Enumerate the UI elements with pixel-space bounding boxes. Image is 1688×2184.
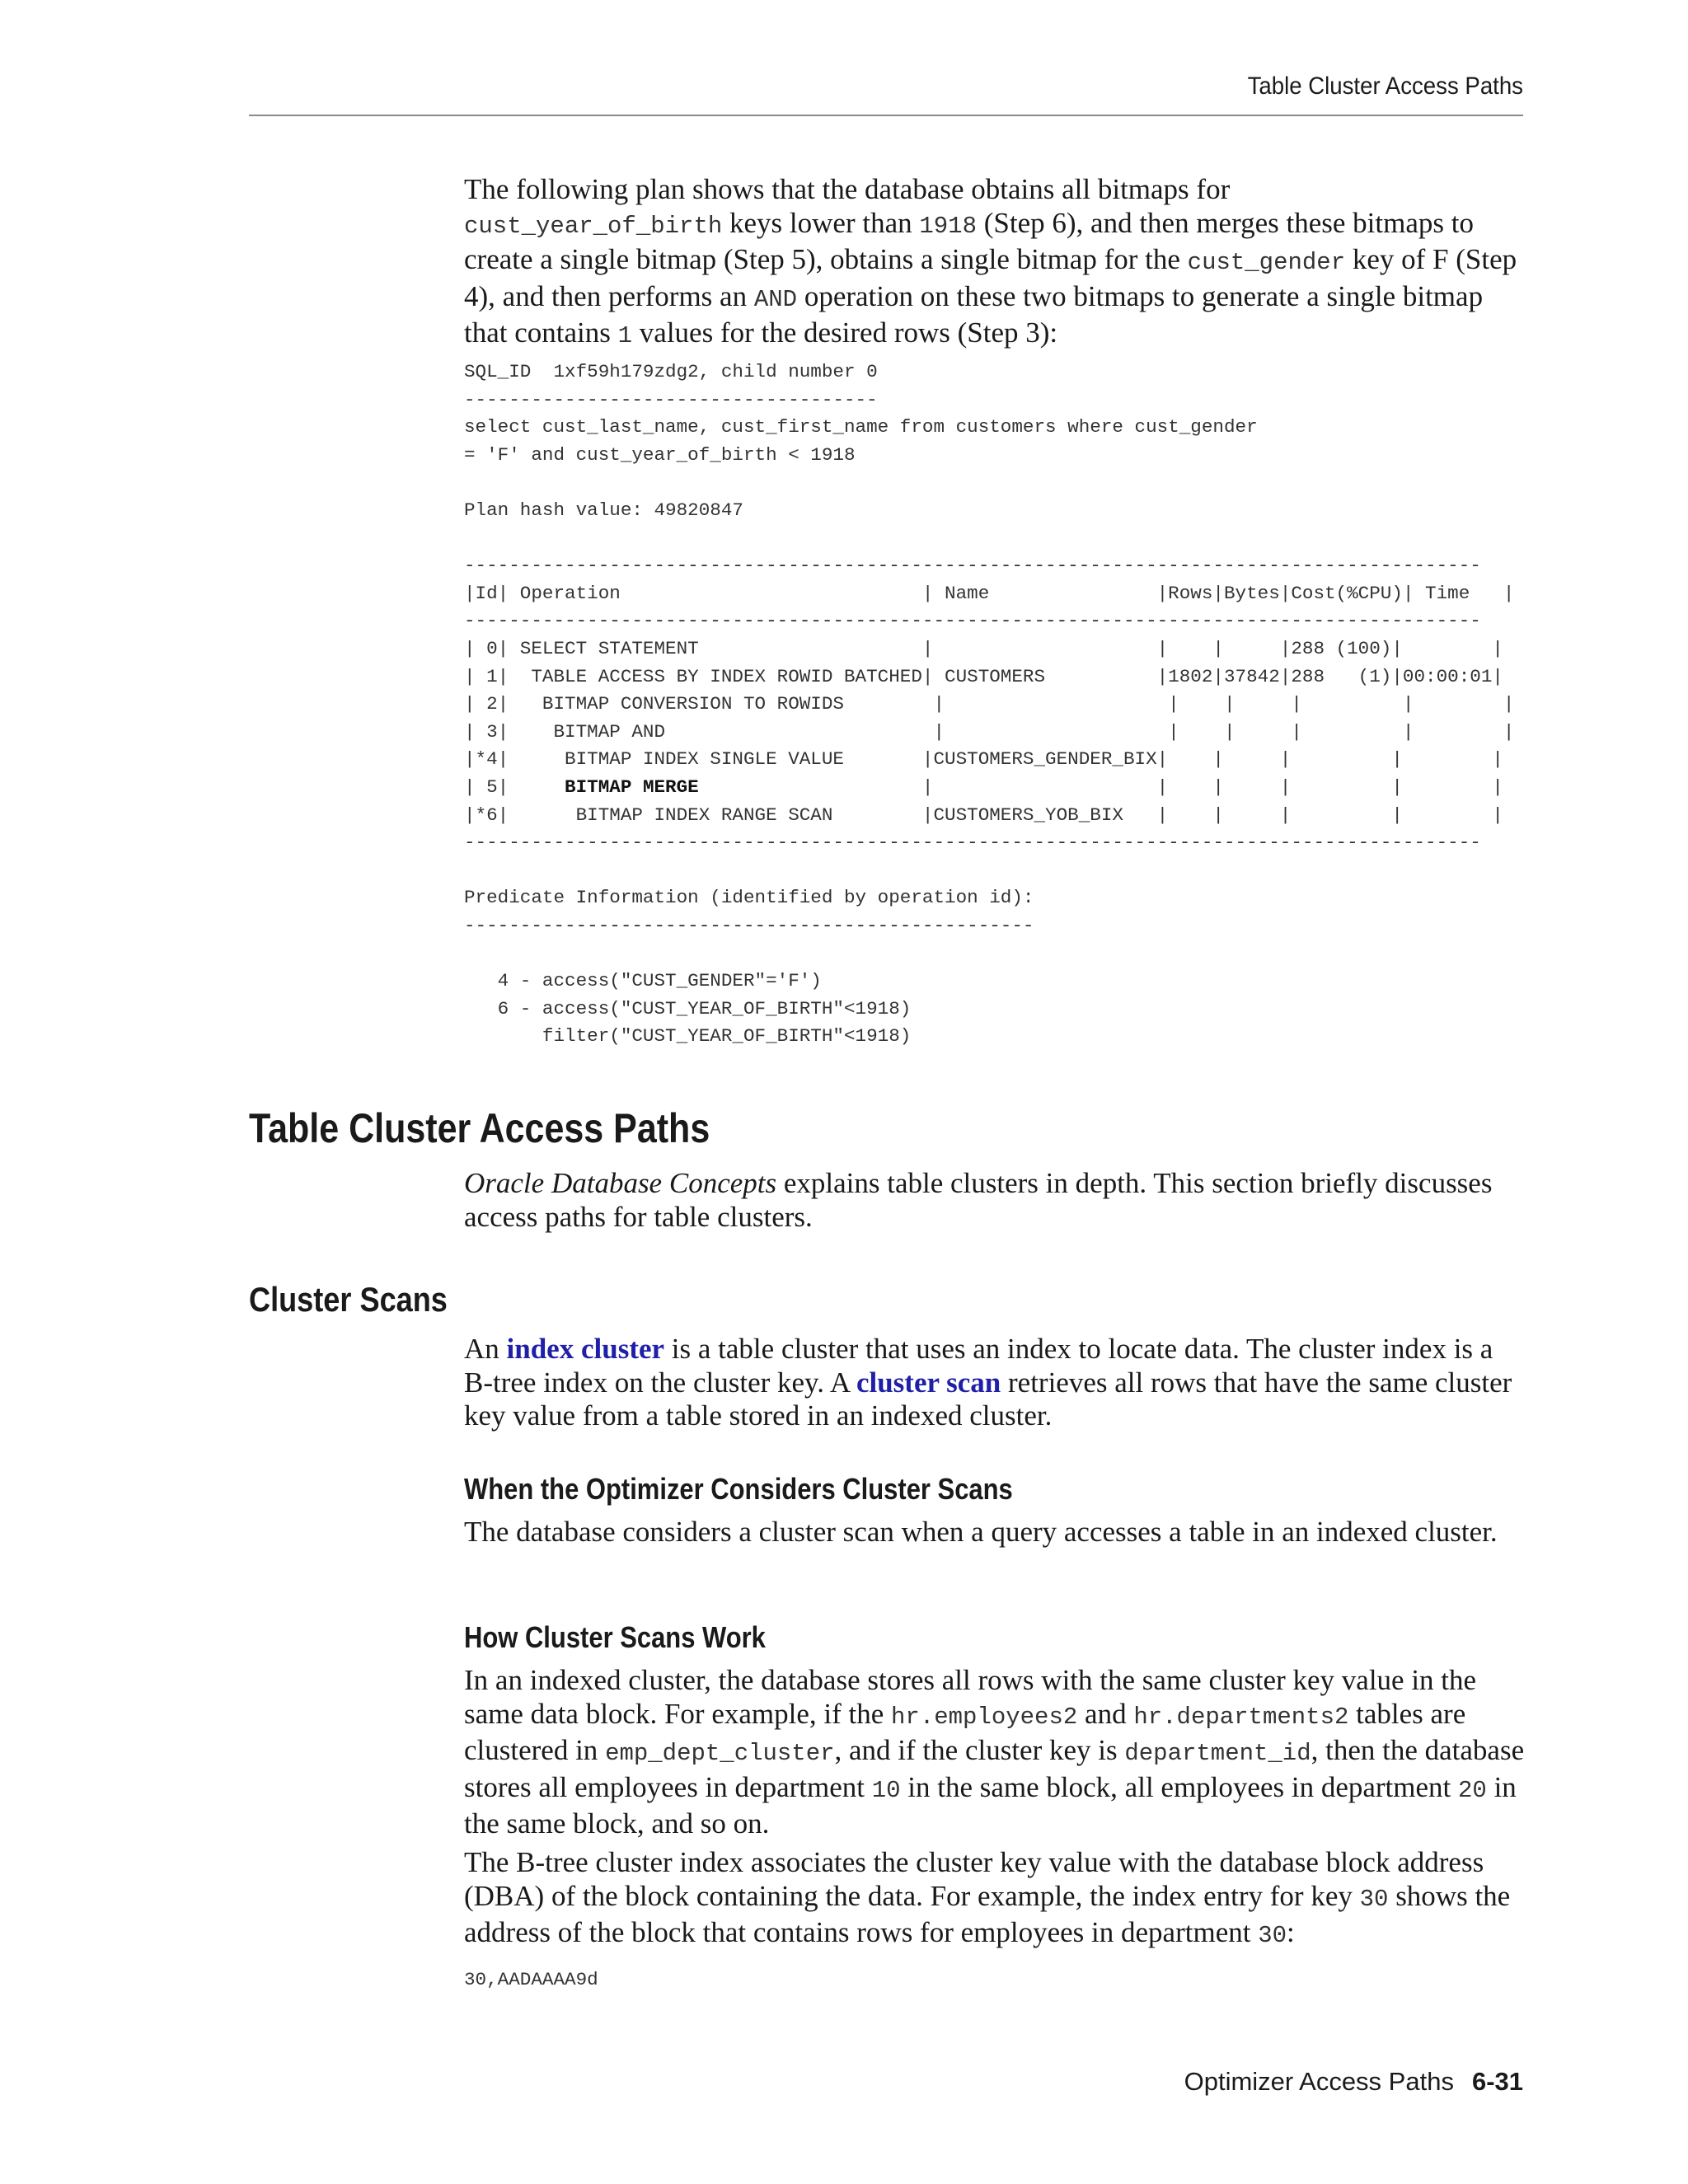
running-header: Table Cluster Access Paths: [1247, 73, 1523, 100]
section-heading-cluster-scans: Cluster Scans: [249, 1280, 448, 1319]
section-heading-table-cluster-access-paths: Table Cluster Access Paths: [249, 1105, 710, 1151]
glossary-link-cluster-scan[interactable]: cluster scan: [856, 1366, 1001, 1399]
predicate-title: Predicate Information (identified by operation id):: [464, 887, 1034, 909]
glossary-link-index-cluster[interactable]: index cluster: [506, 1333, 665, 1365]
execution-plan-code-block: SQL_ID 1xf59h179zdg2, child number 0 ------------------------------------- select cust_last_name, cust_first_name from customers where cust_gender = 'F' and cust_year_of_birth < 1918 Plan hash value: 49820847 ------------------------------------------------------------------------------------------- |Id| Operation | Name |Rows|Bytes|Cost(%CPU)| Time | ------------------------------------------------------------------------------------------- | 0| SELECT STATEMENT | | | |288 (100)| | | 1| TABLE ACCESS BY INDEX ROWID BATCHED| CUSTOMERS |1802|37842|288 (1)|00:00:01| | 2| BITMAP CONVERSION TO ROWIDS | | | | | | | 3| BITMAP AND | | | | | | |*4| BITMAP INDEX SINGLE VALUE |CUSTOMERS_GENDER_BIX| | | | | | 5| BITMAP MERGE | | | | | | |*6| BITMAP INDEX RANGE SCAN |CUSTOMERS_YOB_BIX | | | | | ------------------------------------------------------------------------------------------- Predicate Information (identified by operation id): --------------------------------------------------- 4 - access("CUST_GENDER"='F') 6 - access("CUST_YEAR_OF_BIRTH"<1918) filter("CUST_YEAR_OF_BIRTH"<1918): [464, 361, 1515, 1047]
page-number: 6-31: [1471, 2067, 1523, 2096]
subsection-heading-how-it-works: How Cluster Scans Work: [464, 1620, 766, 1654]
plan-row: | 3| BITMAP AND | | | | | |: [464, 720, 1515, 743]
page-footer: [1184, 2067, 1523, 2097]
book-title-link[interactable]: Oracle Database Concepts: [464, 1167, 777, 1199]
plan-row: |*6| BITMAP INDEX RANGE SCAN |CUSTOMERS_YOB_BIX | | | | |: [464, 804, 1503, 826]
footer-title: Optimizer Access Paths: [1184, 2067, 1454, 2096]
plan-hash-line: Plan hash value: 49820847: [464, 499, 743, 521]
predicate-line: 6 - access("CUST_YEAR_OF_BIRTH"<1918): [464, 997, 912, 1019]
when-considered-paragraph: The database considers a cluster scan when a query accesses a table in an indexed cluster.: [464, 1516, 1498, 1548]
how-it-works-paragraph-1: In an indexed cluster, the database stores all rows with the same cluster key value in the same data block. For example, if the hr.employees2 and hr.departments2 tables are clustered in emp_dept_cluster, and if the cluster key is department_id, then the database stores all employees in department 10 in the same block, all employees in department 20 in the same block, and so on.: [464, 1664, 1525, 1840]
plan-row: | 2| BITMAP CONVERSION TO ROWIDS | | | | | |: [464, 693, 1515, 715]
plan-row: | 1| TABLE ACCESS BY INDEX ROWID BATCHED| CUSTOMERS |1802|37842|288 (1)|00:00:01|: [464, 665, 1503, 687]
predicate-line: 4 - access("CUST_GENDER"='F'): [464, 970, 822, 992]
sql-id-line: SQL_ID 1xf59h179zdg2, child number 0: [464, 361, 878, 382]
index-entry-example: 30,AADAAAA9d: [464, 1969, 598, 1990]
plan-row-highlighted: | 5| BITMAP MERGE | | | | | |: [464, 776, 1503, 798]
section-intro-paragraph: Oracle Database Concepts explains table clusters in depth. This section briefly discusses access paths for table clusters.: [464, 1167, 1493, 1233]
how-it-works-paragraph-2: The B-tree cluster index associates the cluster key value with the database block address (DBA) of the block containing the data. For example, the index entry for key 30 shows the address of the block that contains rows for employees in department 30:: [464, 1846, 1511, 1949]
plan-row: | 0| SELECT STATEMENT | | | |288 (100)| |: [464, 637, 1503, 659]
predicate-line: filter("CUST_YEAR_OF_BIRTH"<1918): [464, 1025, 912, 1047]
plan-row: |*4| BITMAP INDEX SINGLE VALUE |CUSTOMERS_GENDER_BIX| | | | |: [464, 748, 1503, 771]
sql-statement-line: select cust_last_name, cust_first_name from customers where cust_gender: [464, 416, 1258, 438]
intro-paragraph: The following plan shows that the database obtains all bitmaps for cust_year_of_birth keys lower than 1918 (Step 6), and then merges these bitmaps to create a single bitmap (Step 5), obtains a single bitmap for the cust_gender key of F (Step 4), and then performs an AND operation on these two bitmaps to generate a single bitmap that contains 1 values for the desired rows (Step 3):: [464, 173, 1517, 349]
header-rule: [249, 115, 1523, 116]
cluster-scans-paragraph: An index cluster is a table cluster that uses an index to locate data. The cluster index is a B-tree index on the cluster key. A cluster scan retrieves all rows that have the same cluster key value from a table stored in an indexed cluster.: [464, 1333, 1512, 1432]
subsection-heading-when-considered: When the Optimizer Considers Cluster Scans: [464, 1472, 1013, 1506]
plan-table-header: |Id| Operation | Name |Rows|Bytes|Cost(%CPU)| Time |: [464, 582, 1515, 604]
